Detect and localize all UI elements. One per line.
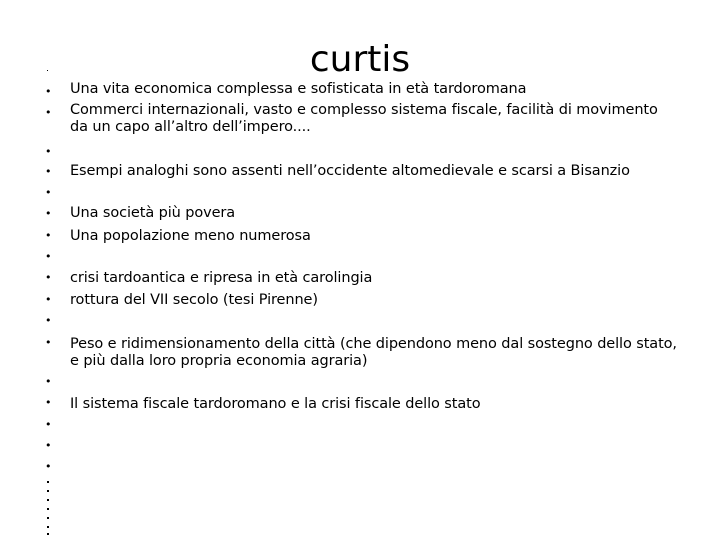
bullet-marker: • bbox=[45, 145, 52, 158]
bullet-dot-tiny bbox=[47, 526, 49, 528]
bullet-dot-tiny bbox=[47, 508, 49, 510]
bullet-marker: • bbox=[45, 460, 52, 473]
text-line: Il sistema fiscale tardoromano e la crisi fiscale dello stato bbox=[70, 396, 481, 412]
bullet-marker: • bbox=[45, 207, 52, 220]
bullet-dot-tiny bbox=[47, 490, 49, 492]
bullet-marker: • bbox=[45, 271, 52, 284]
bullet-marker: • bbox=[45, 396, 52, 409]
text-line: Una popolazione meno numerosa bbox=[70, 228, 311, 244]
text-line: crisi tardoantica e ripresa in età carolingia bbox=[70, 270, 373, 286]
slide-title: curtis bbox=[309, 39, 411, 81]
bullet-marker: • bbox=[45, 250, 52, 263]
bullet-marker: • bbox=[45, 314, 52, 327]
bullet-marker: • bbox=[45, 85, 52, 98]
text-line: Una società più povera bbox=[70, 205, 236, 221]
text-line: Commerci internazionali, vasto e complesso sistema fiscale, facilità di movimento da un capo all’altro dell’impero.... bbox=[70, 102, 658, 135]
text-line: rottura del VII secolo (tesi Pirenne) bbox=[70, 292, 318, 308]
bullet-marker: • bbox=[45, 418, 52, 431]
bullet-marker: • bbox=[45, 375, 52, 388]
bullet-marker: • bbox=[45, 229, 52, 242]
bullet-dot-tiny bbox=[47, 70, 48, 71]
bullet-dot-tiny bbox=[47, 499, 49, 501]
bullet-marker: • bbox=[45, 186, 52, 199]
bullet-marker: • bbox=[45, 293, 52, 306]
bullet-dot-tiny bbox=[47, 517, 49, 519]
bullet-marker: • bbox=[45, 165, 52, 178]
bullet-marker: • bbox=[45, 106, 52, 119]
bullet-marker: • bbox=[45, 439, 52, 452]
bullet-dot-tiny bbox=[47, 533, 49, 535]
text-line: Una vita economica complessa e sofisticata in età tardoromana bbox=[70, 81, 527, 97]
bullet-dot-tiny bbox=[47, 481, 49, 483]
text-line: Peso e ridimensionamento della città (che dipendono meno dal sostegno dello stato, e più dalla loro propria economia agraria) bbox=[70, 336, 677, 369]
bullet-marker: • bbox=[45, 336, 52, 349]
text-line: Esempi analoghi sono assenti nell’occidente altomedievale e scarsi a Bisanzio bbox=[70, 163, 630, 179]
